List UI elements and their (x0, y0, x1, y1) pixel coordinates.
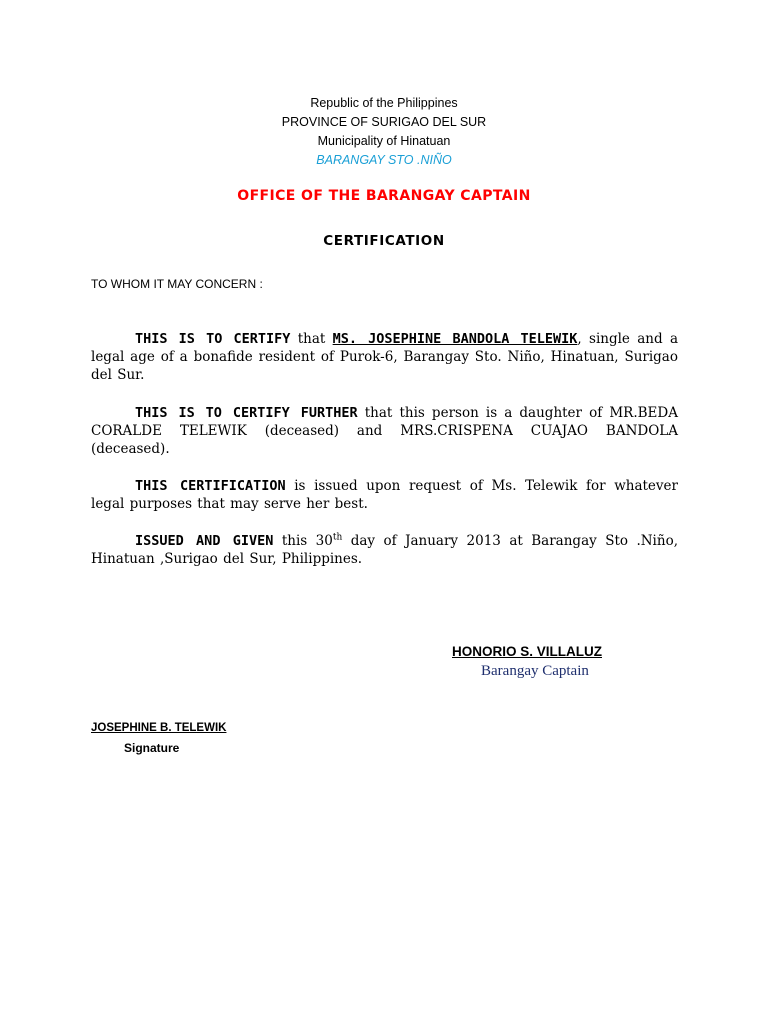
header-republic: Republic of the Philippines (310, 96, 458, 110)
paragraph-further-text: that this person is a daughter of MR.BEDA CORALDE TELEWIK (deceased) and MRS.CRISPENA CUAJAO BANDOLA (deceased). (91, 405, 678, 457)
certified-person-name: MS. JOSEPHINE BANDOLA TELEWIK (332, 331, 578, 347)
signatory-title: Barangay Captain (481, 663, 589, 679)
paragraph-certify-lead: THIS IS TO CERTIFY (135, 331, 291, 347)
paragraph-issued-lead: ISSUED AND GIVEN (135, 533, 274, 549)
paragraph-issued (91, 532, 678, 568)
header-municipality: Municipality of Hinatuan (317, 134, 451, 148)
document-title: CERTIFICATION (323, 233, 445, 249)
paragraph-issued-sup: th (332, 532, 343, 543)
header-barangay: BARANGAY STO .NIÑO (316, 153, 452, 167)
paragraph-certify (91, 330, 678, 384)
requester-name: JOSEPHINE B. TELEWIK (91, 722, 227, 734)
signatory-name: HONORIO S. VILLALUZ (452, 644, 602, 659)
requester-signature-label: Signature (124, 741, 180, 755)
paragraph-certify-further (91, 404, 678, 458)
paragraph-certify-text2: , single and a legal age of a bonafide resident of Purok-6, Barangay Sto. Niño, Hinatuan, Surigao del Sur. (91, 331, 678, 383)
salutation: TO WHOM IT MAY CONCERN : (91, 277, 263, 291)
paragraph-certification-lead: THIS CERTIFICATION (135, 478, 286, 494)
paragraph-further-lead: THIS IS TO CERTIFY FURTHER (135, 405, 358, 421)
paragraph-issued-text1: this 30 (273, 533, 333, 549)
paragraph-certification (91, 477, 678, 513)
paragraph-certify-text1: that (290, 331, 333, 347)
paragraph-issued-text2: day of January 2013 at Barangay Sto .Niño, Hinatuan ,Surigao del Sur, Philippines. (91, 533, 678, 567)
paragraph-certification-text: is issued upon request of Ms. Telewik for whatever legal purposes that may serve her best. (91, 478, 678, 512)
header-province: PROVINCE OF SURIGAO DEL SUR (281, 115, 487, 129)
office-title: OFFICE OF THE BARANGAY CAPTAIN (237, 188, 531, 204)
